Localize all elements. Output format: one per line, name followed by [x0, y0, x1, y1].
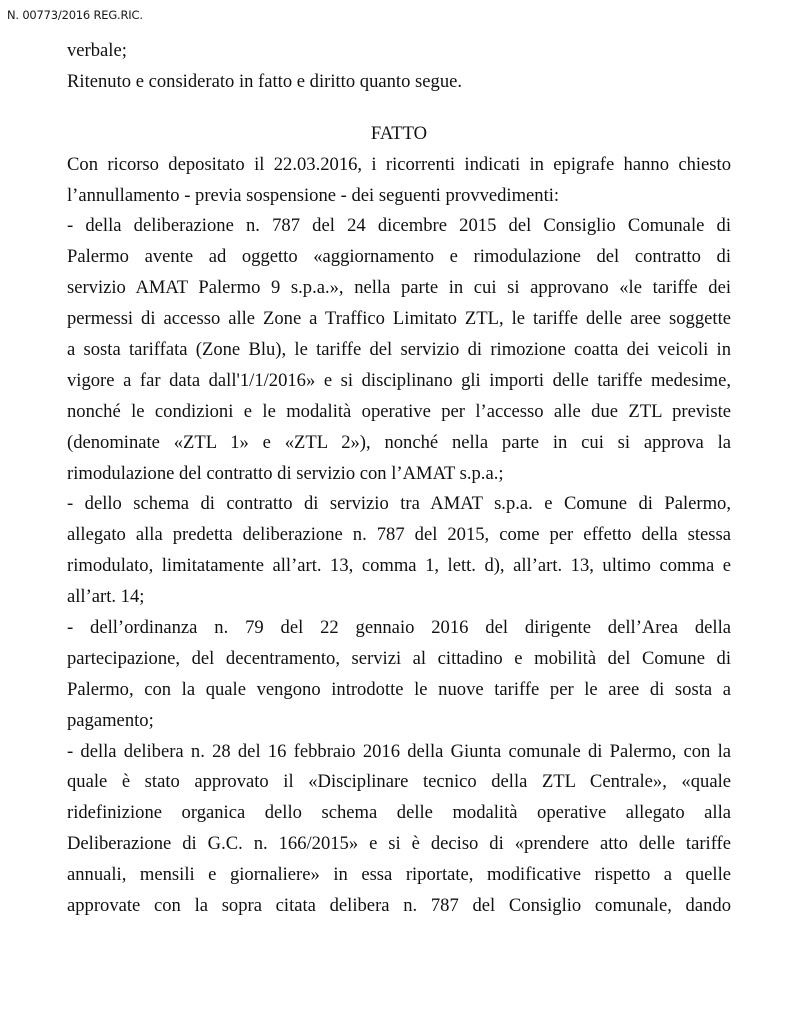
- fatto-section-text: [67, 150, 731, 922]
- case-reference-number: N. 00773/2016 REG.RIC.: [7, 8, 143, 22]
- text-line: annuali, mensili e giornaliere» in essa riportate, modificative rispetto a quelle: [67, 864, 731, 886]
- section-heading-fatto: FATTO: [370, 122, 428, 144]
- document-body: [67, 36, 731, 922]
- text-line: servizio AMAT Palermo 9 s.p.a.», nella parte in cui si approvano «le tariffe dei: [67, 277, 731, 299]
- text-line: ridefinizione organica dello schema delle modalità operative allegato alla: [67, 802, 731, 824]
- text-line: rimodulazione del contratto di servizio con l’AMAT s.p.a.;: [67, 462, 504, 484]
- text-line: rimodulato, limitatamente all’art. 13, comma 1, lett. d), all’art. 13, ultimo comma e: [67, 555, 731, 577]
- text-line: permessi di accesso alle Zone a Traffico Limitato ZTL, le tariffe delle aree soggette: [67, 308, 731, 330]
- text-line: quale è stato approvato il «Disciplinare tecnico della ZTL Centrale», «quale: [67, 771, 731, 793]
- text-line: - dell’ordinanza n. 79 del 22 gennaio 2016 del dirigente dell’Area della: [67, 617, 731, 639]
- text-line: - della deliberazione n. 787 del 24 dicembre 2015 del Consiglio Comunale di: [67, 215, 731, 237]
- text-line: Deliberazione di G.C. n. 166/2015» e si è deciso di «prendere atto delle tariffe: [67, 833, 731, 855]
- text-line: - dello schema di contratto di servizio tra AMAT s.p.a. e Comune di Palermo,: [67, 493, 731, 515]
- text-line: partecipazione, del decentramento, servizi al cittadino e mobilità del Comune di: [67, 647, 731, 669]
- text-line: a sosta tariffata (Zone Blu), le tariffe del servizio di rimozione coatta dei veicoli in: [67, 339, 731, 361]
- text-line: approvate con la sopra citata delibera n. 787 del Consiglio comunale, dando: [67, 895, 731, 917]
- text-line: Palermo avente ad oggetto «aggiornamento e rimodulazione del contratto di: [67, 246, 731, 268]
- text-line: pagamento;: [67, 709, 154, 731]
- intro-line: verbale;: [67, 40, 127, 61]
- text-line: (denominate «ZTL 1» e «ZTL 2»), nonché nella parte in cui si approva la: [67, 431, 731, 453]
- text-line: allegato alla predetta deliberazione n. 787 del 2015, come per effetto della stessa: [67, 524, 731, 546]
- intro-line: Ritenuto e considerato in fatto e diritto quanto segue.: [67, 70, 463, 92]
- text-line: vigore a far data dall'1/1/2016» e si disciplinano gli importi delle tariffe medesime,: [67, 369, 731, 391]
- text-line: all’art. 14;: [67, 586, 145, 608]
- text-line: Palermo, con la quale vengono introdotte le nuove tariffe per le aree di sosta a: [67, 678, 731, 700]
- text-line: nonché le condizioni e le modalità operative per l’accesso alle due ZTL previste: [67, 400, 731, 422]
- text-line: Con ricorso depositato il 22.03.2016, i ricorrenti indicati in epigrafe hanno chiesto: [67, 153, 731, 175]
- text-line: - della delibera n. 28 del 16 febbraio 2016 della Giunta comunale di Palermo, con la: [67, 740, 731, 762]
- text-line: l’annullamento - previa sospensione - dei seguenti provvedimenti:: [67, 184, 560, 206]
